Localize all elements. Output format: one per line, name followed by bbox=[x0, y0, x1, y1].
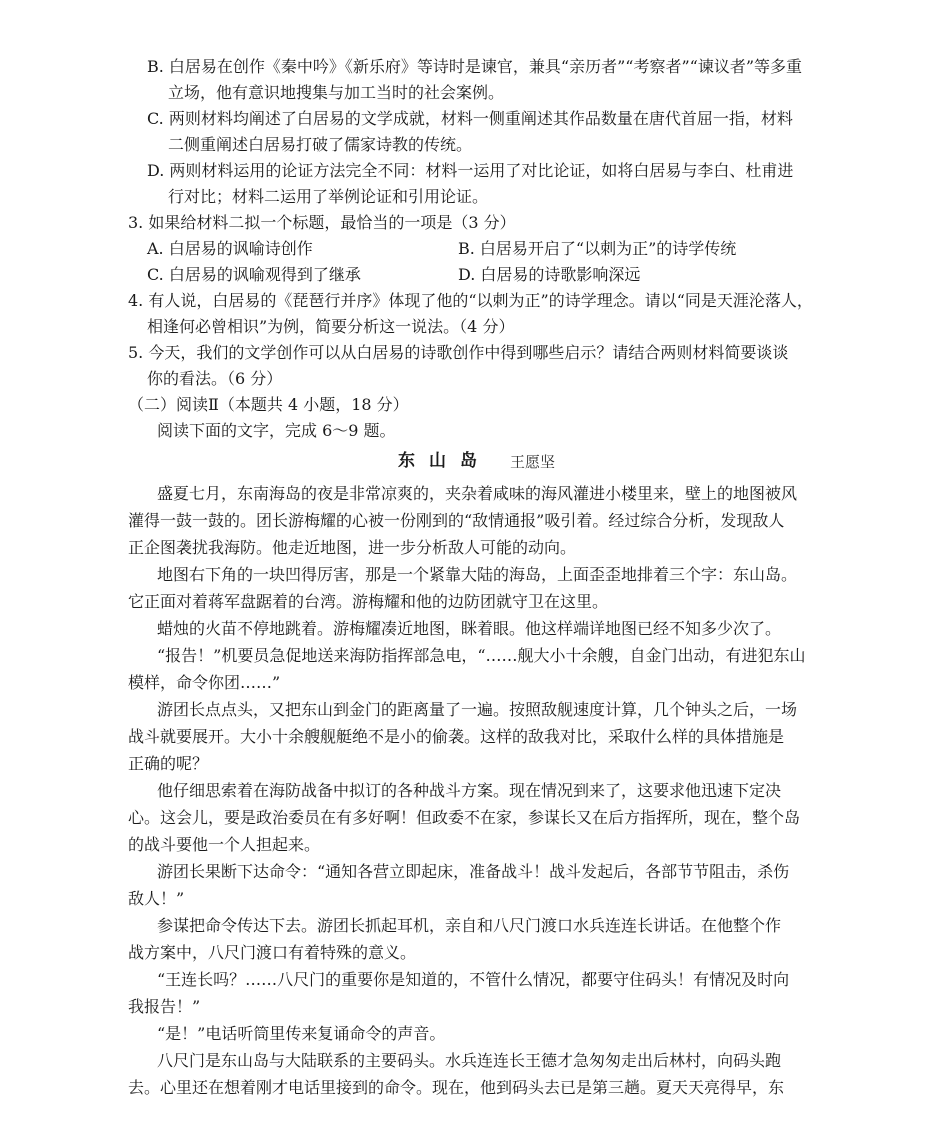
section-instruction: 阅读下面的文字，完成 6～9 题。 bbox=[157, 421, 396, 440]
question-3-option-d: D. 白居易的诗歌影响深远 bbox=[458, 265, 641, 284]
story-title: 东山岛 bbox=[398, 451, 491, 471]
question-3-option-a: A. 白居易的讽喻诗创作 bbox=[147, 239, 313, 258]
option-d-line-1: D. 两则材料运用的论证方法完全不同：材料一运用了对比论证，如将白居易与李白、杜甫进 bbox=[147, 161, 794, 180]
para-2-line-1: 地图右下角的一块凹得厉害，那是一个紧靠大陆的海岛，上面歪歪地排着三个字：东山岛。 bbox=[157, 565, 798, 584]
question-4-line-1: 4. 有人说，白居易的《琵琶行并序》体现了他的“以刺为正”的诗学理念。请以“同是天涯沦落人， bbox=[128, 291, 813, 310]
question-3-option-c: C. 白居易的讽喻观得到了继承 bbox=[147, 265, 361, 284]
para-6-line-3: 的战斗要他一个人担起来。 bbox=[128, 835, 321, 854]
para-4-line-1: “报告！”机要员急促地送来海防指挥部急电，“……舰大小十余艘，自金门出动，有进犯东山 bbox=[157, 646, 806, 665]
para-3-line-1: 蜡烛的火苗不停地跳着。游梅耀凑近地图，眯着眼。他这样端详地图已经不知多少次了。 bbox=[157, 619, 782, 638]
section-heading: （二）阅读Ⅱ（本题共 4 小题，18 分） bbox=[128, 395, 409, 414]
para-2-line-2: 它正面对着蒋军盘踞着的台湾。游梅耀和他的边防团就守卫在这里。 bbox=[128, 592, 609, 611]
question-3-stem: 3. 如果给材料二拟一个标题，最恰当的一项是（3 分） bbox=[128, 213, 516, 232]
para-9-line-2: 我报告！” bbox=[128, 997, 201, 1016]
option-c-line-1: C. 两则材料均阐述了白居易的文学成就，材料一侧重阐述其作品数量在唐代首屈一指，材料 bbox=[147, 109, 793, 128]
para-5-line-1: 游团长点点头，又把东山到金门的距离量了一遍。按照敌舰速度计算，几个钟头之后，一场 bbox=[157, 700, 798, 719]
option-b-line-2: 立场，他有意识地搜集与加工当时的社会案例。 bbox=[168, 83, 505, 102]
question-4-line-2: 相逢何必曾相识”为例，简要分析这一说法。（4 分） bbox=[147, 317, 515, 336]
para-4-line-2: 模样，命令你团……” bbox=[128, 673, 281, 692]
para-1-line-1: 盛夏七月，东南海岛的夜是非常凉爽的，夹杂着咸味的海风灌进小楼里来，壁上的地图被风 bbox=[157, 484, 798, 503]
option-c-line-2: 二侧重阐述白居易打破了儒家诗教的传统。 bbox=[168, 135, 473, 154]
story-author: 王愿坚 bbox=[510, 453, 556, 471]
para-8-line-1: 参谋把命令传达下去。游团长抓起耳机，亲自和八尺门渡口水兵连连长讲话。在他整个作 bbox=[157, 916, 782, 935]
para-1-line-3: 正企图袭扰我海防。他走近地图，进一步分析敌人可能的动向。 bbox=[128, 538, 577, 557]
para-10-line-1: “是！”电话听筒里传来复诵命令的声音。 bbox=[157, 1024, 446, 1043]
question-5-line-1: 5. 今天，我们的文学创作可以从白居易的诗歌创作中得到哪些启示？请结合两则材料简要谈谈 bbox=[128, 343, 789, 362]
para-7-line-2: 敌人！” bbox=[128, 889, 185, 908]
question-5-line-2: 你的看法。（6 分） bbox=[147, 369, 283, 388]
question-3-option-b: B. 白居易开启了“以刺为正”的诗学传统 bbox=[458, 239, 737, 258]
para-6-line-2: 心。这会儿，要是政治委员在有多好啊！但政委不在家，参谋长又在后方指挥所，现在，整个岛 bbox=[128, 808, 801, 827]
para-7-line-1: 游团长果断下达命令：“通知各营立即起床，准备战斗！战斗发起后，各部节节阻击，杀伤 bbox=[157, 862, 790, 881]
para-11-line-1: 八尺门是东山岛与大陆联系的主要码头。水兵连连长王德才急匆匆走出后林村，向码头跑 bbox=[157, 1051, 782, 1070]
para-1-line-2: 灌得一鼓一鼓的。团长游梅耀的心被一份刚到的“敌情通报”吸引着。经过综合分析，发现敌人 bbox=[128, 511, 785, 530]
para-11-line-2: 去。心里还在想着刚才电话里接到的命令。现在，他到码头去已是第三趟。夏天天亮得早，东 bbox=[128, 1078, 785, 1097]
para-5-line-3: 正确的呢？ bbox=[128, 754, 209, 773]
para-6-line-1: 他仔细思索着在海防战备中拟订的各种战斗方案。现在情况到来了，这要求他迅速下定决 bbox=[157, 781, 782, 800]
para-9-line-1: “王连长吗？……八尺门的重要你是知道的，不管什么情况，都要守住码头！有情况及时向 bbox=[157, 970, 790, 989]
option-b-line-1: B. 白居易在创作《秦中吟》《新乐府》等诗时是谏官，兼具“亲历者”“考察者”“谏议者”等多重 bbox=[147, 57, 803, 76]
option-d-line-2: 行对比；材料二运用了举例论证和引用论证。 bbox=[168, 187, 489, 206]
para-5-line-2: 战斗就要展开。大小十余艘舰艇绝不是小的偷袭。这样的敌我对比，采取什么样的具体措施是 bbox=[128, 727, 785, 746]
para-8-line-2: 战方案中，八尺门渡口有着特殊的意义。 bbox=[128, 943, 417, 962]
